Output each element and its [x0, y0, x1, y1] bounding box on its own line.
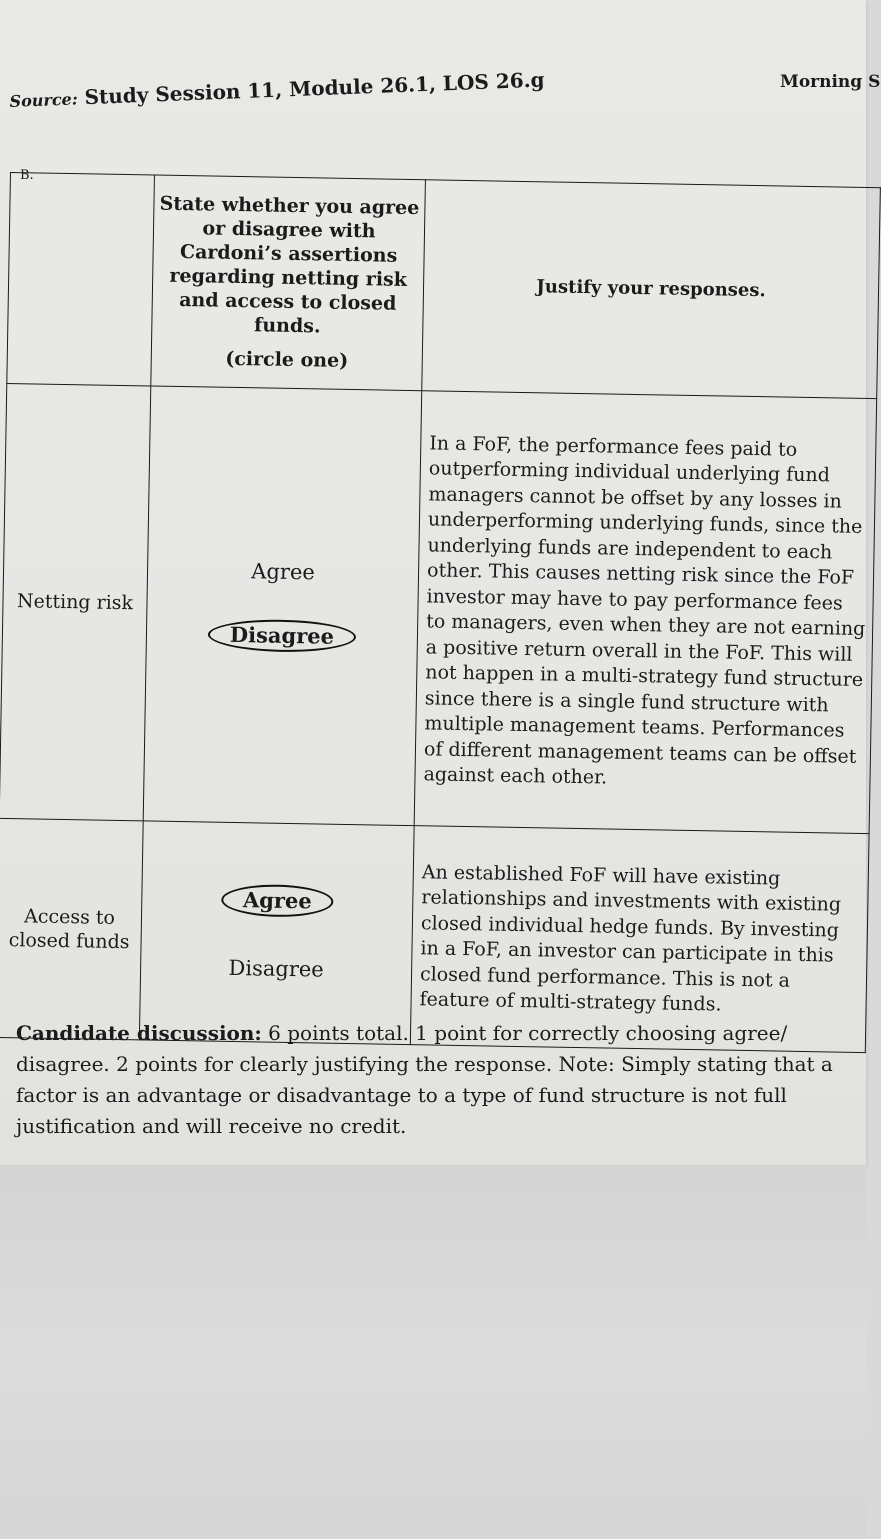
section-label: B. [20, 168, 34, 183]
discussion-body: 6 points total. 1 point for correctly choosing agree/ disagree. 2 points for clearly justifying the response. Note: Simply stating that a factor is an advantage or disadvantage to a type of fund structure is not full justification and will receive no credit. [16, 1021, 833, 1138]
row-label-access-closed-funds: Access to closed funds [0, 818, 143, 1039]
option-disagree-circled: Disagree [208, 619, 357, 654]
running-head: Morning S [780, 72, 881, 92]
header-assertion-cell [151, 175, 426, 391]
header-empty-cell [7, 173, 155, 386]
answer-table-wrapper [0, 172, 866, 1053]
option-disagree: Disagree [228, 955, 324, 982]
candidate-discussion [16, 1018, 846, 1142]
header-justify-cell: Justify your responses. [422, 180, 881, 399]
table-header-row [7, 173, 881, 399]
source-label: Source: [9, 89, 79, 112]
header-assertion-text: State whether you agree or disagree with Cardoni’s assertions regarding netting risk and access to closed funds. [159, 192, 420, 338]
discussion-lead: Candidate discussion: [16, 1021, 262, 1045]
option-agree: Agree [251, 559, 316, 585]
source-line [9, 67, 545, 112]
answer-table [0, 172, 881, 1053]
row-label-netting-risk: Netting risk [0, 383, 151, 820]
justification-netting-risk: In a FoF, the performance fees paid to outperforming individual underlying fund managers cannot be offset by any losses in underperforming underlying funds, since the underlying funds are independent to each other. This causes netting risk since the FoF investor may have to pay performance fees to managers, even when they are not earning a positive return overall in the FoF. This will not happen in a multi-strategy fund structure since there is a single fund structure with multiple management teams. Performances of different management teams can be offset against each other. [414, 391, 877, 834]
table-row [0, 383, 877, 833]
option-agree-circled: Agree [221, 884, 334, 918]
source-text: Study Session 11, Module 26.1, LOS 26.g [84, 67, 545, 110]
choice-cell-netting-risk [143, 386, 422, 826]
choice-cell-access-closed-funds [139, 821, 414, 1045]
justification-access-closed-funds: An established FoF will have existing relationships and investments with existing closed individual hedge funds. By investing in a FoF, an investor can participate in this closed fund performance. This is not a feature of multi-strategy funds. [410, 826, 869, 1053]
background-surface [0, 1165, 866, 1539]
header-circle-note: (circle one) [225, 347, 349, 372]
